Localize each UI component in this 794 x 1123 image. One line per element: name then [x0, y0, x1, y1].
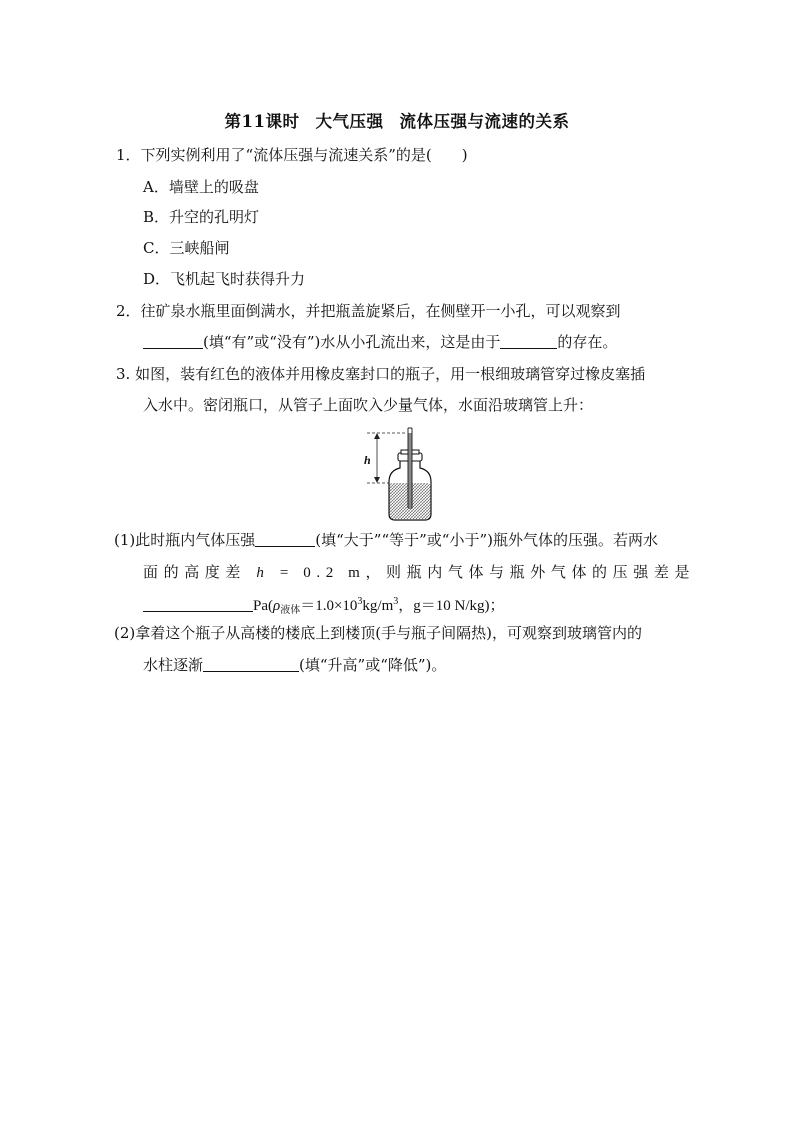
q3-part1-line3 — [143, 592, 505, 621]
density-value: ＝1.0×10 — [300, 598, 358, 614]
height-value: = 0.2 m — [279, 565, 366, 581]
q3-part1-line2-text-a: 面的高度差 — [143, 563, 247, 581]
density-exponent: 3 — [357, 596, 363, 607]
q2-line2 — [143, 332, 617, 352]
q3-part2-answer-blank[interactable] — [203, 656, 299, 672]
q2-line2-text-b: 的存在。 — [557, 333, 618, 351]
q1-option-a: A．墙壁上的吸盘 — [143, 178, 259, 196]
q2-line2-text-a: (填“有”或“没有”)水从小孔流出来，这是由于 — [203, 333, 501, 351]
q3-part1-answer-blank-1[interactable] — [255, 531, 315, 547]
q3-line2: 入水中。密闭瓶口，从管子上面吹入少量气体，水面沿玻璃管上升： — [143, 396, 594, 414]
q3-part1-line2 — [143, 562, 695, 583]
rho-symbol: ρ — [273, 598, 281, 614]
q3-part2-line2 — [143, 655, 446, 675]
q2-line1: 2．往矿泉水瓶里面倒满水，并把瓶盖旋紧后，在侧壁开一小孔，可以观察到 — [116, 302, 621, 320]
q1-option-c: C．三峡船闸 — [143, 239, 230, 257]
q3-part1-text-b: (填“大于”“等于”或“小于”)瓶外气体的压强。若两水 — [315, 531, 658, 549]
rho-subscript: 液体 — [280, 605, 301, 616]
q3-part1-text-a: (1)此时瓶内气体压强 — [114, 531, 256, 549]
q3-part1-answer-blank-2[interactable] — [143, 596, 253, 612]
q3-line1: 3. 如图，装有红色的液体并用橡皮塞封口的瓶子，用一根细玻璃管穿过橡皮塞插 — [116, 365, 646, 383]
q3-part1-line2-text-b: ，则瓶内气体与瓶外气体的压强差是 — [365, 563, 696, 581]
title-lesson-number: 第11课时 — [224, 112, 300, 131]
title-topic-1: 大气压强 — [315, 112, 384, 131]
title-topic-2: 流体压强与流速的关系 — [399, 112, 570, 131]
q3-part2-text-a: 水柱逐渐 — [143, 656, 204, 674]
q1-option-d: D．飞机起飞时获得升力 — [143, 270, 306, 288]
q3-part2-text-b: (填“升高”或“降低”)。 — [299, 656, 447, 674]
density-unit: kg/m — [362, 598, 394, 614]
q1-stem: 1．下列实例利用了“流体压强与流速关系”的是( ) — [116, 146, 468, 164]
pa-unit: Pa( — [253, 598, 273, 614]
q1-option-b: B．升空的孔明灯 — [143, 208, 260, 226]
q3-part2-line1: (2)拿着这个瓶子从高楼的楼底上到楼顶(手与瓶子间隔热)，可观察到玻璃管内的 — [114, 624, 642, 642]
q2-answer-blank-1[interactable] — [143, 333, 203, 349]
height-variable: h — [256, 565, 270, 581]
figure-label-h: h — [364, 453, 371, 467]
q3-part1-line1 — [114, 530, 658, 550]
density-unit-exponent: 3 — [393, 596, 399, 607]
lesson-title — [0, 108, 794, 132]
q2-answer-blank-2[interactable] — [500, 333, 557, 349]
bottle-figure — [355, 424, 465, 524]
gravity-value: ，g＝10 N/kg)； — [398, 598, 505, 614]
